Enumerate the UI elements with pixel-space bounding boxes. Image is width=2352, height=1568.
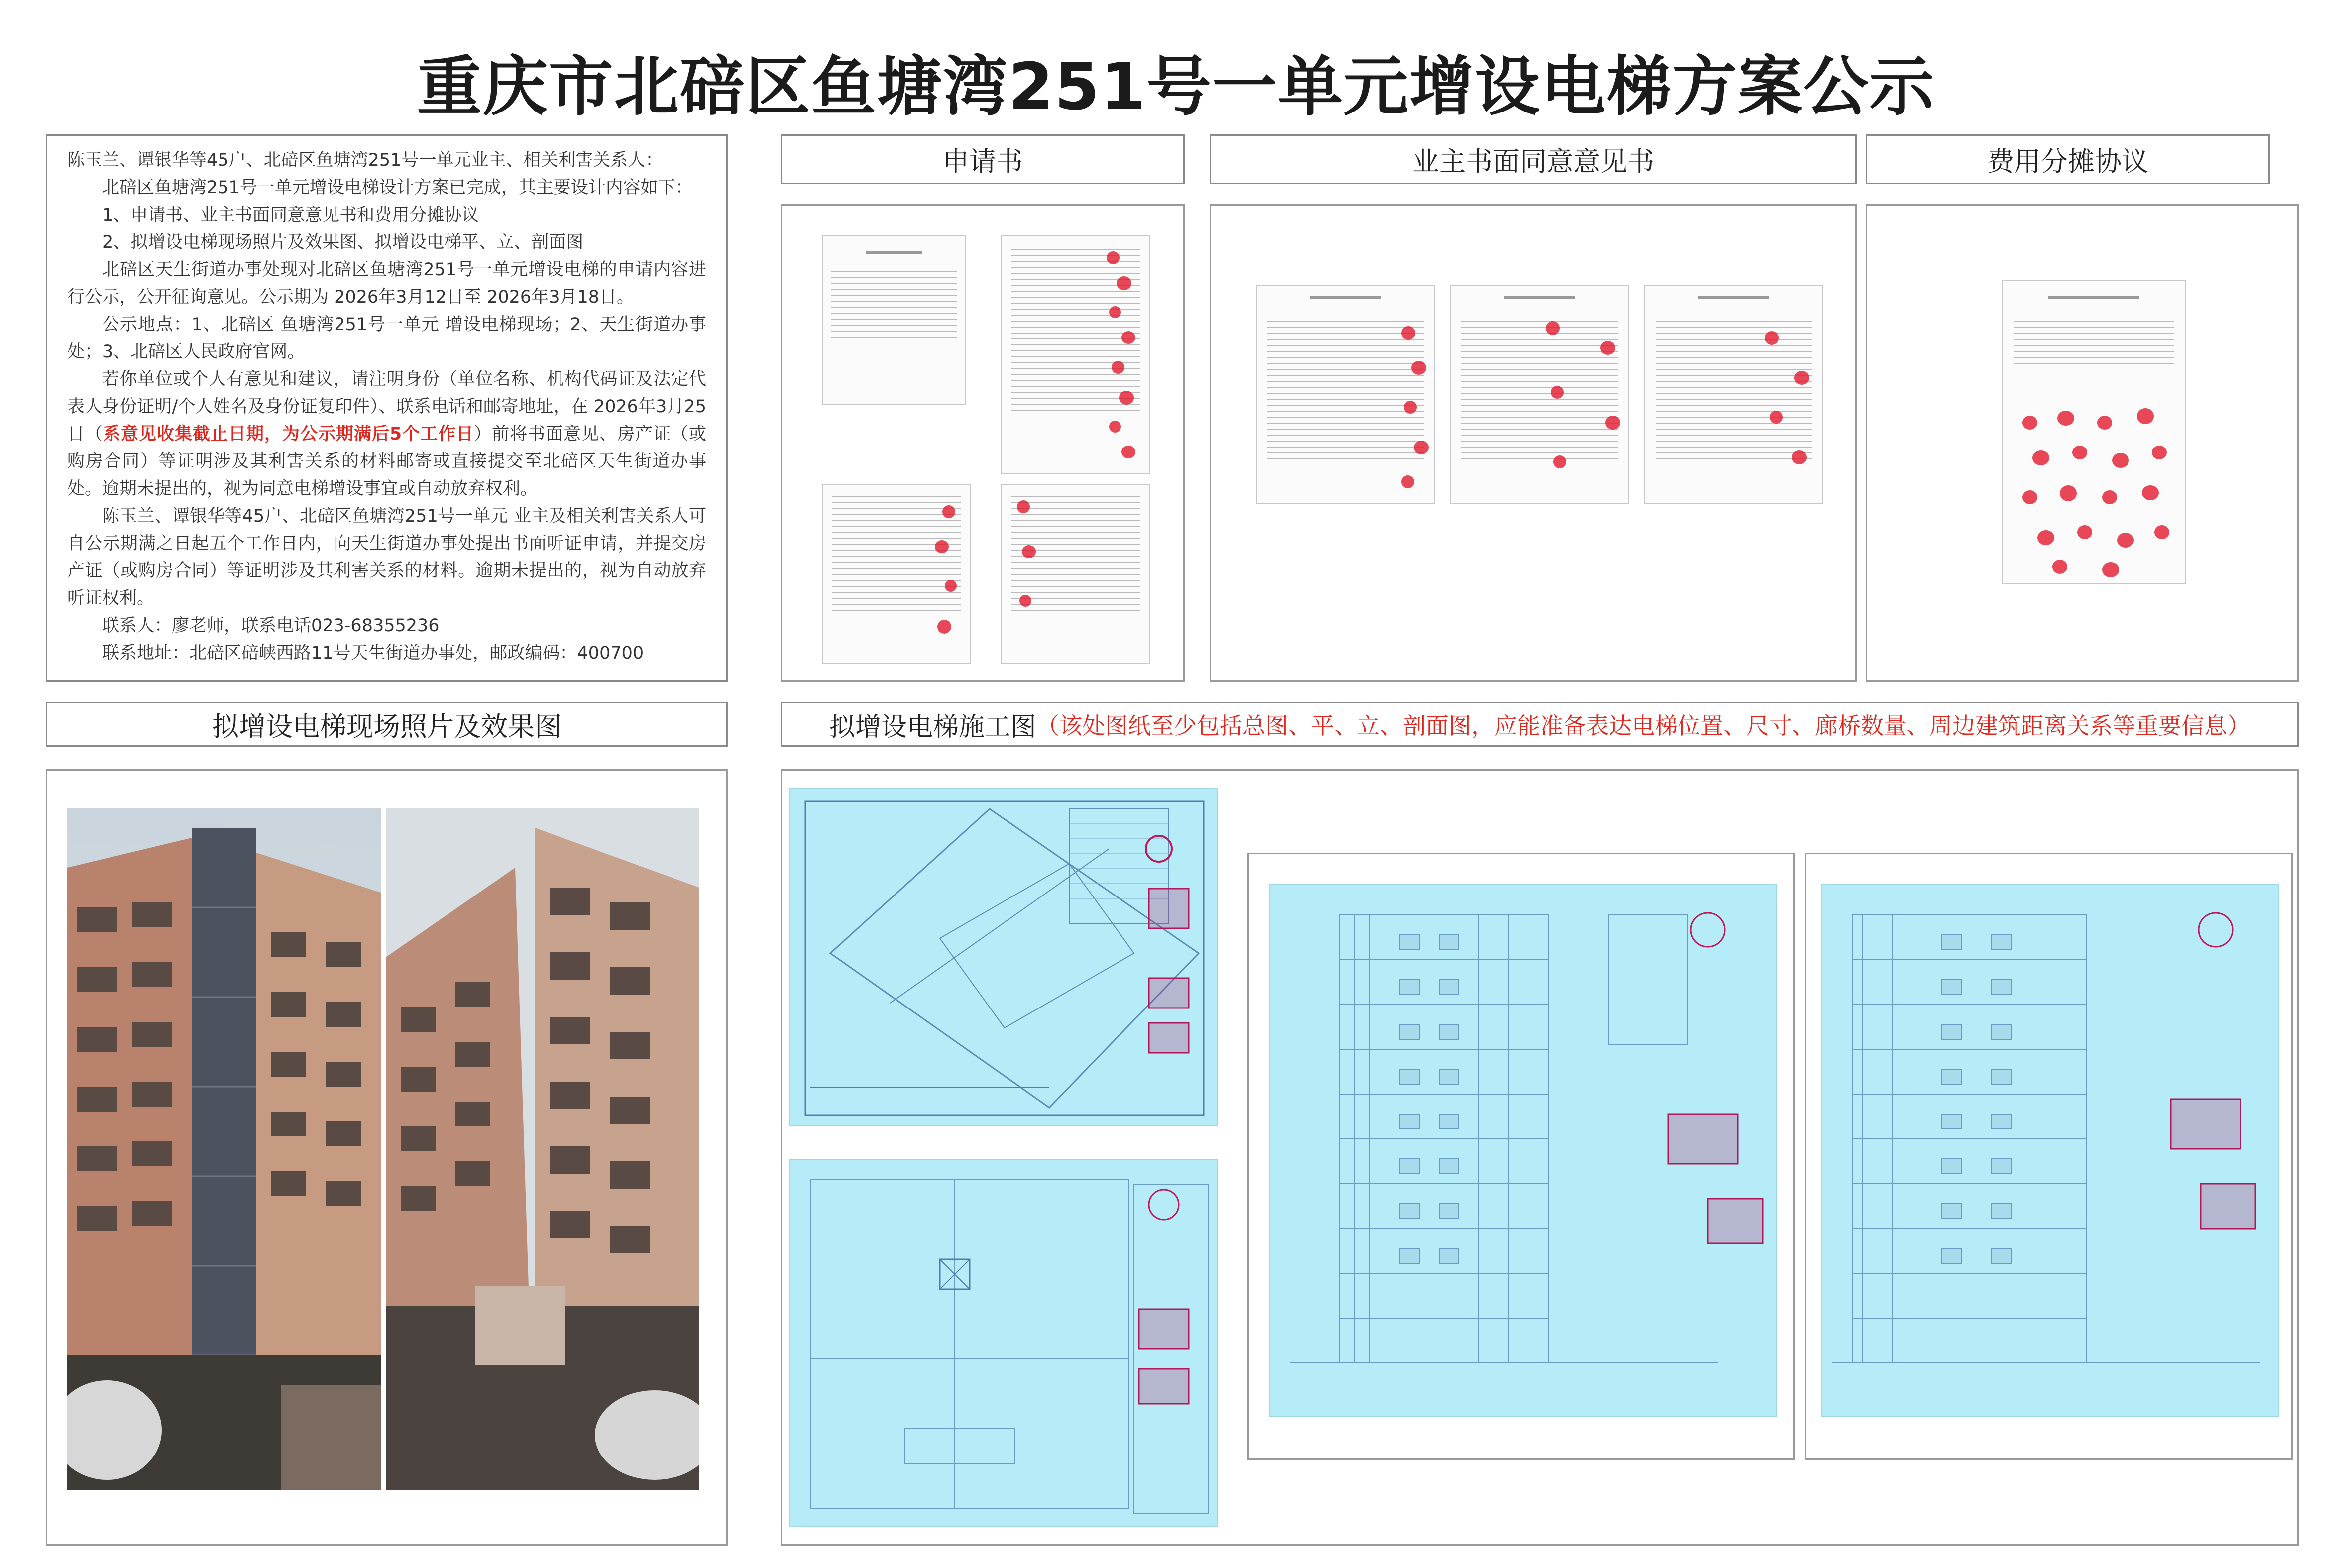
notice-contact-person: 联系人：廖老师，联系电话023-68355236 [102, 616, 440, 636]
drawings-frame [781, 769, 2299, 1546]
elevation-drawing-1 [1269, 884, 1777, 1417]
notice-item-2: 2、拟增设电梯现场照片及效果图、拟增设电梯平、立、剖面图 [102, 232, 584, 252]
notice-para-2: 北碚区鱼塘湾251号一单元增设电梯设计方案已完成，其主要设计内容如下： [102, 178, 693, 198]
notice-objection-b: ）前将书面意见、房产证（或购房合同）等证明涉及其利害关系的材料邮寄或直接提交至北碚区天生街道办事处。逾期未提出的，视为同意电梯增设事宜或自动放弃权利。 [67, 424, 706, 499]
section-application-label: 申请书 [781, 134, 1185, 184]
site-photo-1 [67, 808, 381, 1490]
notice-para-objection [67, 366, 706, 503]
section-cost-label: 费用分摊协议 [1866, 134, 2270, 184]
consent-document [1210, 204, 1857, 682]
floor-plan-drawing [789, 1159, 1218, 1527]
notice-contact-address: 联系地址：北碚区碚峡西路11号天生街道办事处，邮政编码：400700 [102, 643, 644, 663]
elevation-frame-2 [1805, 853, 2293, 1460]
site-plan-drawing [789, 788, 1218, 1126]
photos-frame [46, 769, 728, 1546]
notice-objection-a: 若你单位或个人有意见和建议，请注明身份（单位名称、机构代码证及法定代表人身份证明/个人姓名及身份证复印件）、联系电话和邮寄地址，在 2026年3月25日（ [67, 369, 707, 444]
notice-panel [46, 134, 728, 682]
drawings-note: （该处图纸至少包括总图、平、立、剖面图，应能准备表达电梯位置、尺寸、廊桥数量、周边建筑距离关系等重要信息） [1036, 712, 2250, 739]
notice-para-hearing: 陈玉兰、谭银华等45户、北碚区鱼塘湾251号一单元 业主及相关利害关系人可自公示期满之日起五个工作日内，向天生街道办事处提出书面听证申请，并提交房产证（或购房合同）等证明涉及其利害关系的材料。逾期未提出的，视为自动放弃听证权利。 [67, 506, 706, 608]
elevation-drawing-2 [1821, 884, 2279, 1417]
notice-deadline-note: 系意见收集截止日期，为公示期满后5个工作日 [103, 424, 474, 444]
drawings-label-text: 拟增设电梯施工图 [829, 712, 1036, 742]
application-document [781, 204, 1185, 682]
cost-sharing-document [1866, 204, 2299, 682]
section-consent-label: 业主书面同意意见书 [1210, 134, 1857, 184]
section-photos-label: 拟增设电梯现场照片及效果图 [46, 702, 728, 747]
notice-para-location: 公示地点：1、北碚区 鱼塘湾251号一单元 增设电梯现场；2、天生街道办事处；3、北碚区人民政府官网。 [67, 315, 706, 362]
elevation-frame-1 [1247, 853, 1795, 1460]
section-drawings-label [781, 702, 2299, 747]
page-title: 重庆市北碚区鱼塘湾251号一单元增设电梯方案公示 [417, 49, 1935, 124]
notice-para-period: 北碚区天生街道办事处现对北碚区鱼塘湾251号一单元增设电梯的申请内容进行公示，公开征询意见。公示期为 2026年3月12日至 2026年3月18日。 [67, 260, 706, 307]
site-photo-2 [386, 808, 699, 1490]
notice-item-1: 1、申请书、业主书面同意意见书和费用分摊协议 [102, 205, 479, 225]
notice-addressee: 陈玉兰、谭银华等45户、北碚区鱼塘湾251号一单元业主、相关利害关系人： [67, 150, 663, 170]
